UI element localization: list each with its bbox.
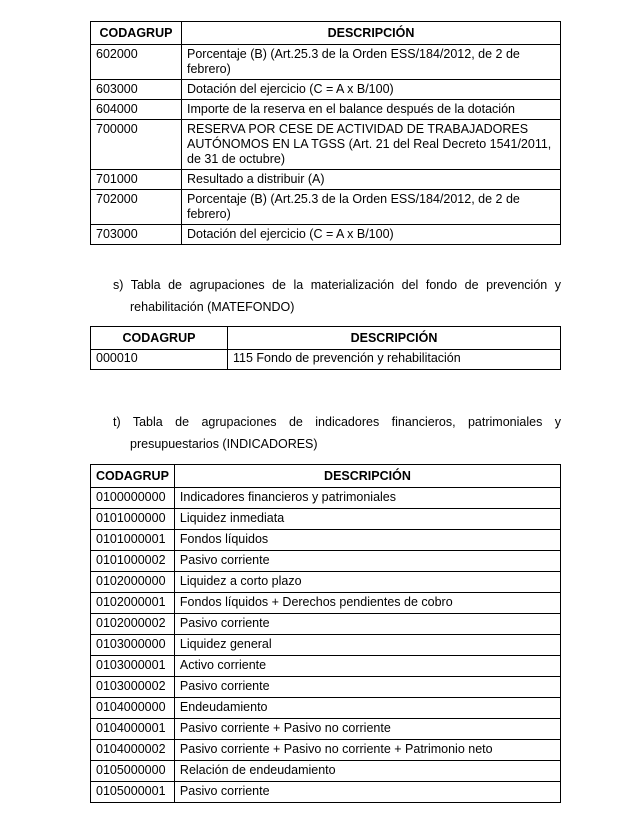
cell-codagrup: 0102000000 [91,572,175,593]
table-row [91,593,561,614]
cell-codagrup: 0104000002 [91,740,175,761]
matefondo-table [90,326,561,370]
cell-codagrup: 0101000001 [91,530,175,551]
cell-descripcion: Pasivo corriente [174,614,560,635]
cell-codagrup: 0104000000 [91,698,175,719]
table-row [91,719,561,740]
indicadores-table [90,464,561,803]
table-row [91,488,561,509]
section-s-heading [113,274,561,318]
cell-descripcion: Pasivo corriente [174,551,560,572]
cell-descripcion: Resultado a distribuir (A) [182,170,561,190]
header-descripcion: DESCRIPCIÓN [228,327,561,350]
table-row [91,656,561,677]
cell-descripcion: Fondos líquidos [174,530,560,551]
cell-codagrup: 604000 [91,100,182,120]
cell-descripcion: Porcentaje (B) (Art.25.3 de la Orden ESS/184/2012, de 2 de febrero) [182,190,561,225]
cell-descripcion: Liquidez inmediata [174,509,560,530]
table-row [91,530,561,551]
cell-codagrup: 0103000002 [91,677,175,698]
cell-descripcion: Activo corriente [174,656,560,677]
header-descripcion: DESCRIPCIÓN [174,465,560,488]
section-t-line-2: presupuestarios (INDICADORES) [130,437,318,451]
cell-codagrup: 702000 [91,190,182,225]
section-t-heading [113,411,561,455]
codagrup-table-top [90,21,561,245]
header-codagrup: CODAGRUP [91,22,182,45]
section-t-line-1: t) Tabla de agrupaciones de indicadores financieros, patrimoniales y [113,415,561,429]
section-s-line-2: rehabilitación (MATEFONDO) [130,300,295,314]
table-row [91,100,561,120]
cell-descripcion: Importe de la reserva en el balance después de la dotación [182,100,561,120]
cell-descripcion: Liquidez a corto plazo [174,572,560,593]
cell-descripcion: Endeudamiento [174,698,560,719]
table-row [91,170,561,190]
table-row [91,509,561,530]
header-codagrup: CODAGRUP [91,465,175,488]
table-row [91,80,561,100]
cell-descripcion: Liquidez general [174,635,560,656]
table-row [91,635,561,656]
table-body [91,350,561,370]
table-row [91,225,561,245]
table-row [91,120,561,170]
cell-descripcion: Pasivo corriente [174,677,560,698]
table-row [91,350,561,370]
header-descripcion: DESCRIPCIÓN [182,22,561,45]
table-row [91,614,561,635]
cell-codagrup: 0100000000 [91,488,175,509]
cell-descripcion: Pasivo corriente + Pasivo no corriente [174,719,560,740]
cell-codagrup: 0105000001 [91,782,175,803]
table-row [91,698,561,719]
table-header-row [91,22,561,45]
cell-descripcion: Pasivo corriente [174,782,560,803]
table-row [91,677,561,698]
cell-codagrup: 602000 [91,45,182,80]
cell-descripcion: Dotación del ejercicio (C = A x B/100) [182,80,561,100]
cell-codagrup: 701000 [91,170,182,190]
cell-codagrup: 0103000001 [91,656,175,677]
cell-codagrup: 603000 [91,80,182,100]
cell-descripcion: Indicadores financieros y patrimoniales [174,488,560,509]
cell-codagrup: 000010 [91,350,228,370]
cell-codagrup: 703000 [91,225,182,245]
table-row [91,740,561,761]
cell-descripcion: Fondos líquidos + Derechos pendientes de cobro [174,593,560,614]
cell-codagrup: 0105000000 [91,761,175,782]
table-row [91,572,561,593]
cell-descripcion: 115 Fondo de prevención y rehabilitación [228,350,561,370]
cell-codagrup: 0101000000 [91,509,175,530]
cell-codagrup: 0103000000 [91,635,175,656]
table-body [91,45,561,245]
table-row [91,761,561,782]
cell-descripcion: Dotación del ejercicio (C = A x B/100) [182,225,561,245]
table-row [91,190,561,225]
table-row [91,782,561,803]
cell-codagrup: 700000 [91,120,182,170]
cell-descripcion: Relación de endeudamiento [174,761,560,782]
header-codagrup: CODAGRUP [91,327,228,350]
cell-descripcion: RESERVA POR CESE DE ACTIVIDAD DE TRABAJADORES AUTÓNOMOS EN LA TGSS (Art. 21 del Real Decreto 1541/2011, de 31 de octubre) [182,120,561,170]
table-header-row [91,465,561,488]
table-row [91,551,561,572]
table-header-row [91,327,561,350]
cell-codagrup: 0102000002 [91,614,175,635]
cell-codagrup: 0104000001 [91,719,175,740]
table-row [91,45,561,80]
table-body [91,488,561,803]
section-s-line-1: s) Tabla de agrupaciones de la materialización del fondo de prevención y [113,278,561,292]
cell-descripcion: Pasivo corriente + Pasivo no corriente + Patrimonio neto [174,740,560,761]
cell-descripcion: Porcentaje (B) (Art.25.3 de la Orden ESS/184/2012, de 2 de febrero) [182,45,561,80]
cell-codagrup: 0101000002 [91,551,175,572]
cell-codagrup: 0102000001 [91,593,175,614]
